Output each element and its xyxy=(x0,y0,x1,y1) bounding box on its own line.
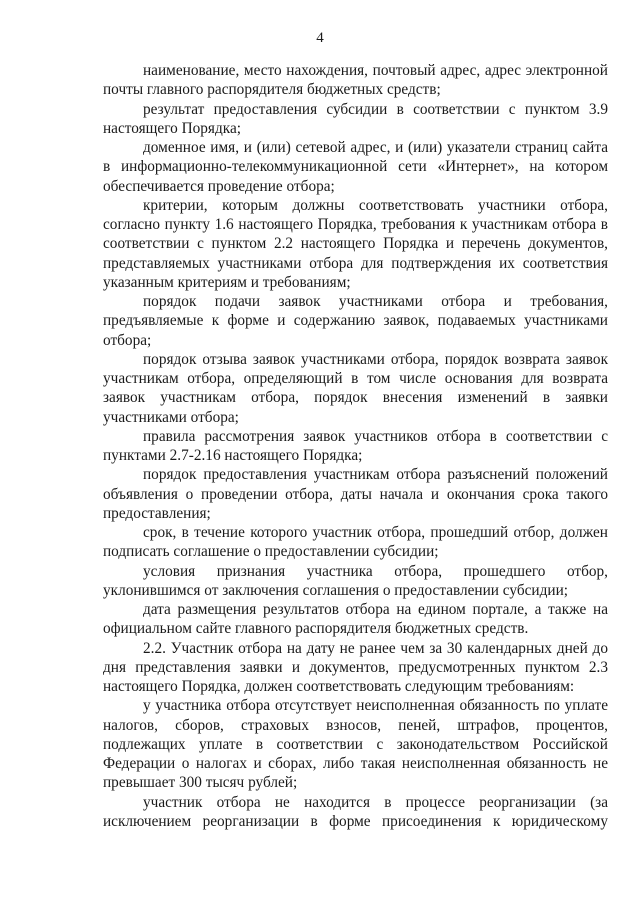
document-body xyxy=(103,61,608,831)
paragraph: участник отбора не находится в процессе реорганизации (за исключением реорганизации в форме присоединения к юридическому xyxy=(103,793,608,830)
paragraph: правила рассмотрения заявок участников отбора в соответствии с пунктами 2.7-2.16 настоящего Порядка; xyxy=(103,427,608,464)
paragraph: дата размещения результатов отбора на едином портале, а также на официальном сайте главного распорядителя бюджетных средств. xyxy=(103,601,608,638)
paragraph: порядок предоставления участникам отбора разъяснений положений объявления о проведении отбора, даты начала и окончания срока такого предоставления; xyxy=(103,466,608,522)
paragraph: 2.2. Участник отбора на дату не ранее чем за 30 календарных дней до дня представления заявки и документов, предусмотренных пунктом 2.3 настоящего Порядка, должен соответствовать следующим требованиям: xyxy=(103,639,608,695)
paragraph: срок, в течение которого участник отбора, прошедший отбор, должен подписать соглашение о предоставлении субсидии; xyxy=(103,524,608,561)
paragraph: критерии, которым должны соответствовать участники отбора, согласно пункту 1.6 настоящего Порядка, требования к участникам отбора в соответствии с пунктом 2.2 настоящего Порядка и перечень документов, представляемых участниками отбора для подтверждения их соответствия указанным критериям и требованиям; xyxy=(103,196,608,291)
paragraph: у участника отбора отсутствует неисполненная обязанность по уплате налогов, сборов, страховых взносов, пеней, штрафов, процентов, подлежащих уплате в соответствии с законодательством Российской Федерации о налогах и сборах, либо такая неисполненная обязанность не превышает 300 тысяч рублей; xyxy=(103,697,608,792)
paragraph: порядок отзыва заявок участниками отбора, порядок возврата заявок участникам отбора, определяющий в том числе основания для возврата заявок участникам отбора, порядок внесения изменений в заявки участниками отбора; xyxy=(103,350,608,426)
paragraph: результат предоставления субсидии в соответствии с пунктом 3.9 настоящего Порядка; xyxy=(103,100,608,137)
paragraph: условия признания участника отбора, прошедшего отбор, уклонившимся от заключения соглашения о предоставлении субсидии; xyxy=(103,562,608,599)
paragraph: порядок подачи заявок участниками отбора и требования, предъявляемые к форме и содержанию заявок, подаваемых участниками отбора; xyxy=(103,293,608,349)
paragraph: наименование, место нахождения, почтовый адрес, адрес электронной почты главного распорядителя бюджетных средств; xyxy=(103,62,608,99)
paragraph: доменное имя, и (или) сетевой адрес, и (или) указатели страниц сайта в информационно-телекоммуникационной сети «Интернет», на котором обеспечивается проведение отбора; xyxy=(103,139,608,195)
page-number: 4 xyxy=(316,30,324,46)
